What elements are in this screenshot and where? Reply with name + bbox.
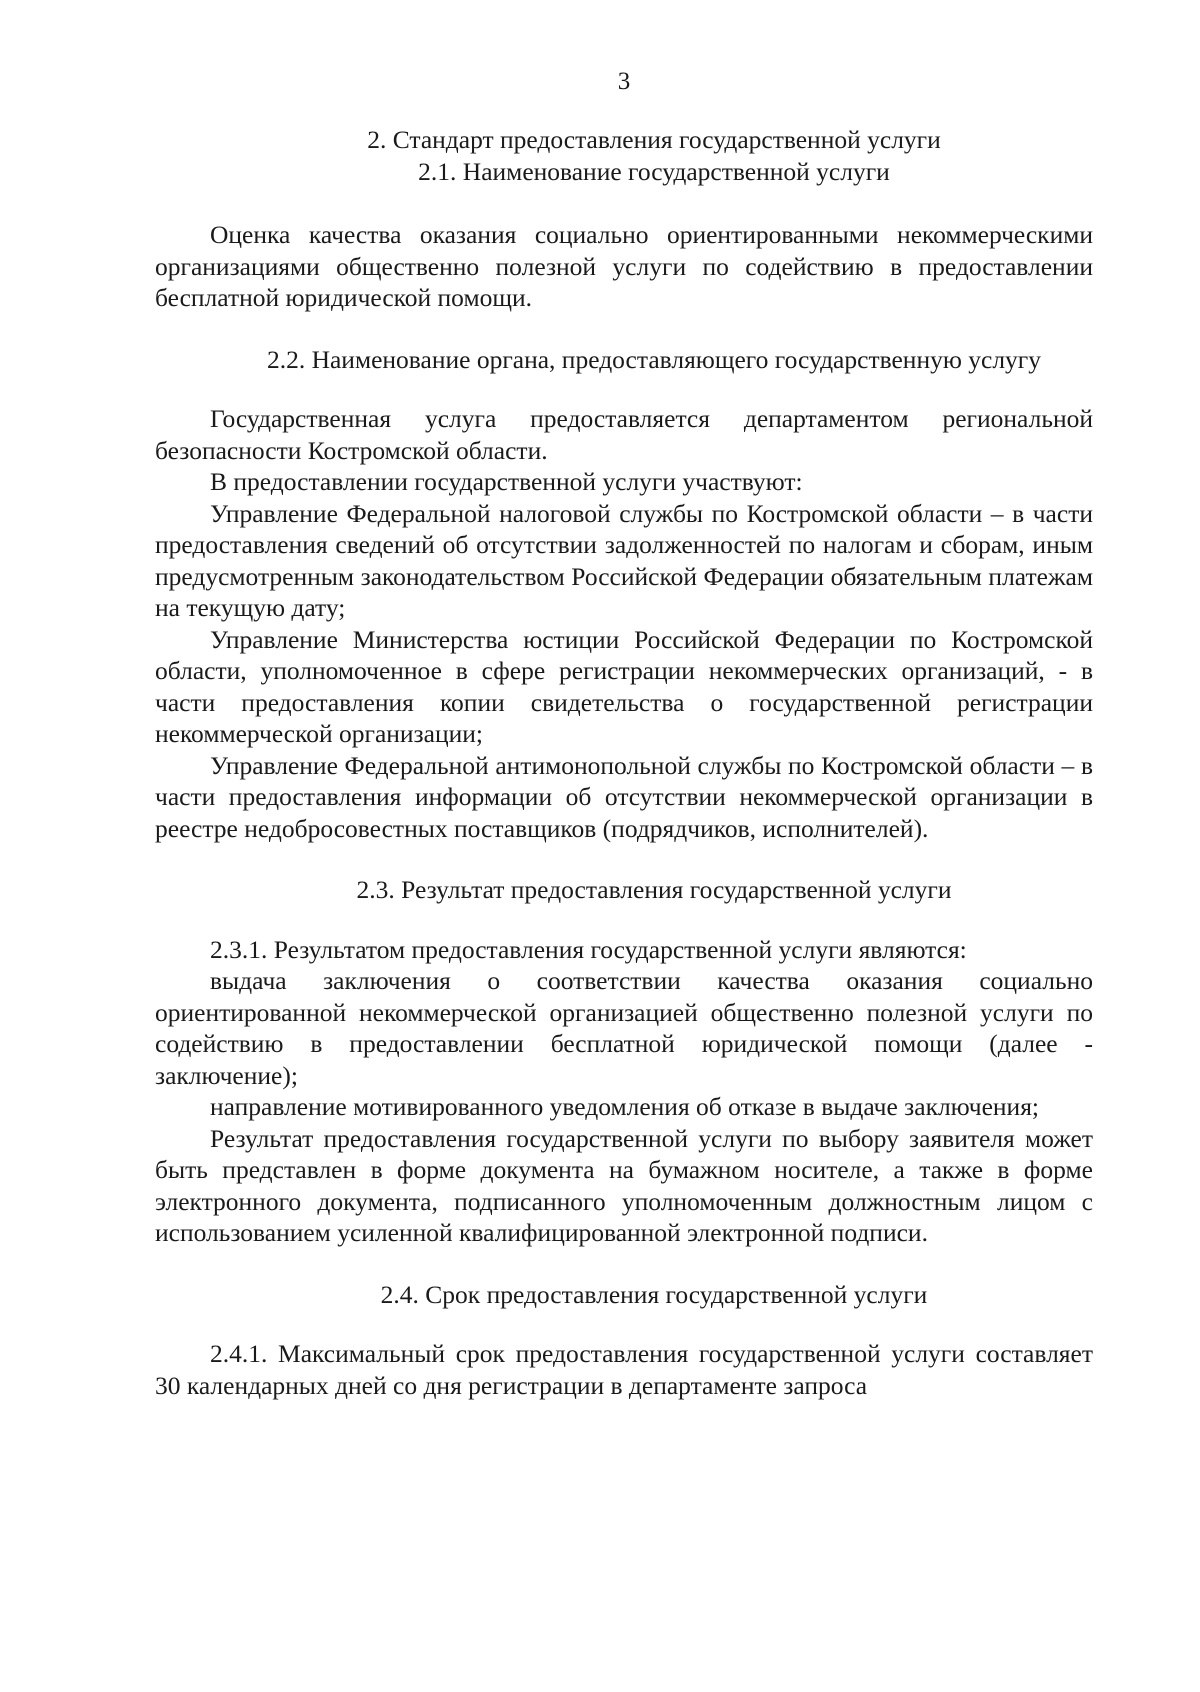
paragraph: Управление Федеральной антимонопольной службы по Костромской области – в части предоставления информации об отсутствии некоммерческой организации в реестре недобросовестных поставщиков (подрядчиков, исполнителей). [155,750,1093,843]
paragraph: 2.3.1. Результатом предоставления государственной услуги являются: [210,934,967,964]
section-heading: 2. Стандарт предоставления государственной услуги [367,125,941,154]
paragraph: направление мотивированного уведомления об отказе в выдаче заключения; [210,1092,1040,1121]
paragraph: Управление Министерства юстиции Российской Федерации по Костромской области, уполномоченное в сфере регистрации некоммерческих организаций, - в части предоставления копии свидетельства о государственной регистрации некоммерческой организации; [155,624,1093,748]
subsection-heading: 2.1. Наименование государственной услуги [418,156,890,186]
paragraph: выдача заключения о соответствии качества оказания социально ориентированной некоммерческой организацией общественно полезной услуги по содействию в предоставлении бесплатной юридической помощи (далее - заключение); [155,966,1093,1090]
paragraph: Государственная услуга предоставляется департаментом региональной безопасности Костромской области. [155,404,1093,465]
subsection-heading: 2.4. Срок предоставления государственной услуги [380,1279,928,1309]
paragraph: В предоставлении государственной услуги участвуют: [210,467,803,496]
document-body [155,124,1093,1401]
paragraph: Управление Федеральной налоговой службы по Костромской области – в части предоставления сведений об отсутствии задолженностей по налогам и сборам, иным предусмотренным законодательством Российской Федерации обязательным платежам на текущую дату; [155,498,1093,622]
subsection-heading: 2.3. Результат предоставления государственной услуги [356,875,952,904]
subsection-heading: 2.2. Наименование органа, предоставляющего государственную услугу [266,344,1042,374]
paragraph: 2.4.1. Максимальный срок предоставления государственной услуги составляет 30 календарных дней со дня регистрации в департаменте запроса [155,1339,1093,1400]
paragraph: Результат предоставления государственной услуги по выбору заявителя может быть представлен в форме документа на бумажном носителе, а также в форме электронного документа, подписанного уполномоченным должностным лицом с использованием усиленной квалифицированной электронной подписи. [155,1123,1093,1247]
paragraph: Оценка качества оказания социально ориентированными некоммерческими организациями общественно полезной услуги по содействию в предоставлении бесплатной юридической помощи. [155,220,1093,312]
page-number: 3 [617,68,631,95]
